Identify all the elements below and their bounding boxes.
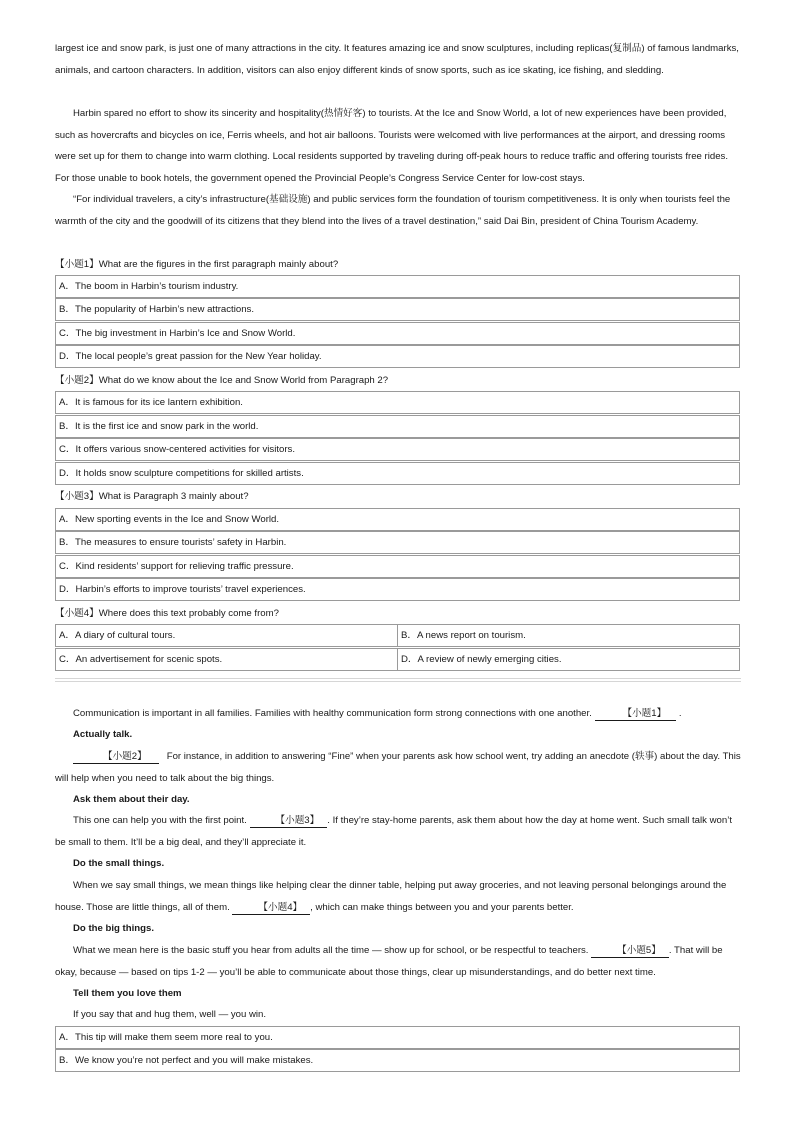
tip-4-text-pre: What we mean here is the basic stuff you hear from adults all the time — show up for school, or be respectful to teachers. [73, 945, 589, 956]
tip-3-text-pre: When we say small things, we mean things like helping clear the dinner table, helping put away groceries, and not leaving personal belongings around the house. Those are little things, all of them. [55, 880, 727, 913]
question-2-option-c[interactable]: C．It offers various snow-centered activities for visitors. [55, 438, 740, 461]
question-1-stem: 【小题1】What are the figures in the first paragraph mainly about? [55, 259, 339, 270]
question-1-option-d[interactable]: D．The local people’s great passion for the New Year holiday. [55, 345, 740, 368]
blank-1[interactable]: 【小题1】 [595, 708, 677, 721]
tip-3-text-post: , which can make things between you and your parents better. [310, 901, 574, 913]
passage2-tip-5: If you say that and hug them, well — you win. [73, 1009, 267, 1020]
question-3-option-c[interactable]: C．Kind residents’ support for relieving traffic pressure. [55, 555, 740, 578]
question-3-option-a[interactable]: A．New sporting events in the Ice and Snow World. [55, 508, 740, 531]
passage1-paragraph-1: largest ice and snow park, is just one of many attractions in the city. It features amazing ice and snow sculptures, including replicas(复制品) of famous landmarks, animals, and cartoon characters. In addition, visitors can also enjoy different kinds of snow sports, such as ice skating, ice fishing, and sledding. [55, 43, 739, 76]
tip-4-text-post: . That will be okay, because — based on tips 1-2 — you’ll be able to communicate about those things, clear up misunderstandings, and do better next time. [55, 945, 723, 978]
question-3-option-b[interactable]: B．The measures to ensure tourists’ safety in Harbin. [55, 531, 740, 554]
question-2-option-b[interactable]: B．It is the first ice and snow park in the world. [55, 415, 740, 438]
passage1-paragraph-3: “For individual travelers, a city’s infrastructure(基础设施) and public services form the foundation of tourism competitiveness. It is only when tourists feel the warmth of the city and the goodwill of its citizens that they blend into the lives of a travel destination,” said Dai Bin, president of China Tourism Academy. [55, 194, 731, 227]
question-2-stem: 【小题2】What do we know about the Ice and Snow World from Paragraph 2? [55, 375, 389, 386]
question-2-option-a[interactable]: A．It is famous for its ice lantern exhibition. [55, 391, 740, 414]
question-4-option-d[interactable]: D．A review of newly emerging cities. [397, 648, 740, 671]
question-4-option-b[interactable]: B．A news report on tourism. [397, 624, 740, 647]
question-1-option-b[interactable]: B．The popularity of Harbin’s new attractions. [55, 298, 740, 321]
passage2-tip-4 [55, 940, 741, 983]
heading-small-things: Do the small things. [73, 858, 165, 869]
question-3-option-d[interactable]: D．Harbin’s efforts to improve tourists’ travel experiences. [55, 578, 740, 601]
tip-2-text-post: . If they’re stay-home parents, ask them about how the day at home went. Such small talk won’t be small to them. It’ll be a big deal, and they’ll appreciate it. [55, 815, 732, 848]
question-4-option-c[interactable]: C．An advertisement for scenic spots. [55, 648, 398, 671]
question-1-option-a[interactable]: A．The boom in Harbin’s tourism industry. [55, 275, 740, 298]
blank-2[interactable]: 【小题2】 [73, 751, 159, 764]
passage2-option-b[interactable]: B．We know you’re not perfect and you will make mistakes. [55, 1049, 740, 1072]
question-1-option-c[interactable]: C．The big investment in Harbin’s Ice and Snow World. [55, 322, 740, 345]
question-4-stem: 【小题4】Where does this text probably come from? [55, 608, 279, 619]
blank-3[interactable]: 【小题3】 [250, 815, 328, 828]
heading-tell-them-love: Tell them you love them [73, 988, 182, 999]
question-4-option-a[interactable]: A．A diary of cultural tours. [55, 624, 398, 647]
passage2-tip-2 [55, 810, 741, 853]
section-divider [55, 678, 741, 682]
heading-big-things: Do the big things. [73, 923, 155, 934]
blank-4[interactable]: 【小题4】 [232, 902, 310, 915]
passage2-tip-1 [55, 746, 741, 789]
blank-5[interactable]: 【小题5】 [591, 945, 669, 958]
intro-end: . [678, 708, 682, 719]
passage2-option-a[interactable]: A．This tip will make them seem more real to you. [55, 1026, 740, 1049]
question-3-stem: 【小题3】What is Paragraph 3 mainly about? [55, 491, 249, 502]
passage1-paragraph-2: Harbin spared no effort to show its sincerity and hospitality(热情好客) to tourists. At the Ice and Snow World, a lot of new experiences have been provided, such as hovercrafts and bicycles on ice, Ferris wheels, and hot air balloons. Tourists were welcomed with live performances at the airport, and dressing rooms were set up for them to change into warm clothing. Local residents supported by traveling during off-peak hours to reduce traffic and offering tourists free rides. For those unable to book hotels, the government opened the Provincial People’s Congress Service Center for low-cost stays. [55, 108, 729, 184]
passage2-tip-3 [55, 875, 741, 918]
tip-1-text: For instance, in addition to answering “Fine” when your parents ask how school went, try adding an anecdote (轶事) about the day. This will help when you need to talk about the big things. [55, 751, 741, 784]
heading-actually-talk: Actually talk. [73, 729, 133, 740]
question-2-option-d[interactable]: D．It holds snow sculpture competitions for skilled artists. [55, 462, 740, 485]
intro-text: Communication is important in all families. Families with healthy communication form strong connections with one another. [73, 708, 592, 719]
heading-ask-about-day: Ask them about their day. [73, 794, 190, 805]
passage2-intro [55, 703, 741, 725]
tip-2-text-pre: This one can help you with the first point. [73, 815, 247, 826]
